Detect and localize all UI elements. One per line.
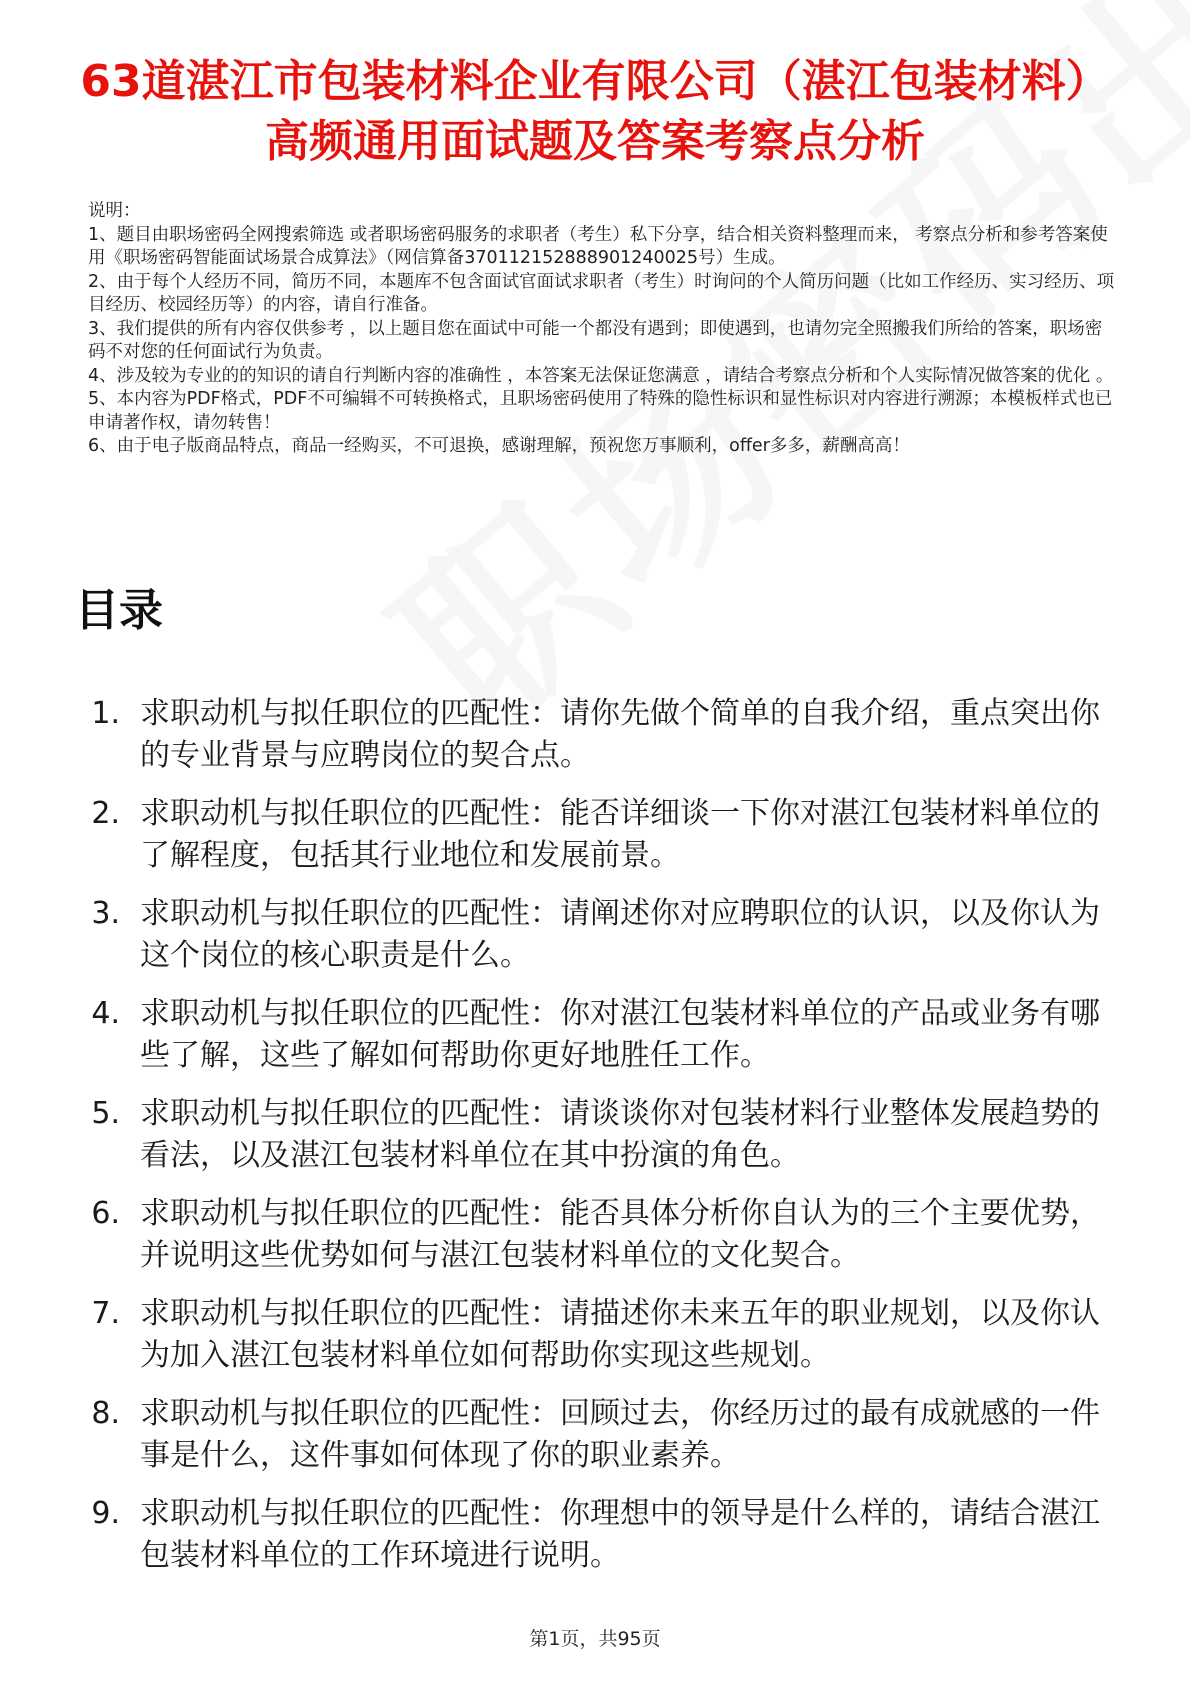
toc-item[interactable] xyxy=(75,1193,1125,1277)
toc-item[interactable] xyxy=(75,693,1125,777)
toc-item-text: 求职动机与拟任职位的匹配性：请描述你未来五年的职业规划，以及你认为加入湛江包装材料单位如何帮助你实现这些规划。 xyxy=(140,1296,1100,1373)
toc-item-number: 4. xyxy=(91,996,120,1031)
note-item: 1、题目由职场密码全网搜索筛选 或者职场密码服务的求职者（考生）私下分享，结合相关资料整理而来， 考察点分析和参考答案使用《职场密码智能面试场景合成算法》（网信算备370112152888901240025号）生成。 xyxy=(88,224,1108,268)
toc-item-number: 9. xyxy=(91,1496,120,1531)
toc-item[interactable] xyxy=(75,893,1125,977)
note-item: 5、本内容为PDF格式，PDF不可编辑不可转换格式，且职场密码使用了特殊的隐性标识和显性标识对内容进行溯源；本模板样式也已申请著作权，请勿转售！ xyxy=(88,389,1113,433)
toc-item-number: 5. xyxy=(91,1096,120,1131)
toc-heading: 目录 xyxy=(75,585,163,636)
toc-item-text: 求职动机与拟任职位的匹配性：你理想中的领导是什么样的，请结合湛江包装材料单位的工作环境进行说明。 xyxy=(140,1496,1100,1573)
toc-item-text: 求职动机与拟任职位的匹配性：回顾过去，你经历过的最有成就感的一件事是什么，这件事如何体现了你的职业素养。 xyxy=(140,1396,1100,1473)
toc-item-number: 2. xyxy=(91,796,120,831)
page-number-footer: 第1页，共95页 xyxy=(529,1628,661,1650)
toc-item[interactable] xyxy=(75,1293,1125,1377)
toc-item-text: 求职动机与拟任职位的匹配性：能否具体分析你自认为的三个主要优势，并说明这些优势如何与湛江包装材料单位的文化契合。 xyxy=(140,1196,1100,1273)
toc-item-text: 求职动机与拟任职位的匹配性：你对湛江包装材料单位的产品或业务有哪些了解，这些了解如何帮助你更好地胜任工作。 xyxy=(140,996,1100,1073)
toc-list xyxy=(75,693,1125,1593)
toc-item-text: 求职动机与拟任职位的匹配性：能否详细谈一下你对湛江包装材料单位的了解程度，包括其行业地位和发展前景。 xyxy=(140,796,1100,873)
toc-item-text: 求职动机与拟任职位的匹配性：请你先做个简单的自我介绍，重点突出你的专业背景与应聘岗位的契合点。 xyxy=(140,696,1100,773)
toc-item[interactable] xyxy=(75,1093,1125,1177)
note-item: 6、由于电子版商品特点，商品一经购买，不可退换，感谢理解，预祝您万事顺利，offer多多，薪酬高高！ xyxy=(88,436,910,456)
notes-heading: 说明： xyxy=(88,201,141,221)
toc-item-number: 3. xyxy=(91,896,120,931)
toc-item[interactable] xyxy=(75,993,1125,1077)
document-title: 63道湛江市包装材料企业有限公司（湛江包装材料）高频通用面试题及答案考察点分析 xyxy=(80,56,1110,167)
toc-item-number: 8. xyxy=(91,1396,120,1431)
note-item: 2、由于每个人经历不同，简历不同，本题库不包含面试官面试求职者（考生）时询问的个人简历问题（比如工作经历、实习经历、项目经历、校园经历等）的内容，请自行准备。 xyxy=(88,271,1115,315)
toc-item[interactable] xyxy=(75,793,1125,877)
notes-section xyxy=(88,200,1118,459)
note-item: 4、涉及较为专业的的知识的请自行判断内容的准确性 ，本答案无法保证您满意 ，请结合考察点分析和个人实际情况做答案的优化 。 xyxy=(88,365,1114,386)
toc-item[interactable] xyxy=(75,1393,1125,1477)
note-item: 3、我们提供的所有内容仅供参考 ，以上题目您在面试中可能一个都没有遇到；即使遇到，也请勿完全照搬我们所给的答案，职场密码不对您的任何面试行为负责。 xyxy=(88,318,1103,362)
toc-item-number: 6. xyxy=(91,1196,120,1231)
toc-item-number: 1. xyxy=(91,696,120,731)
toc-item[interactable] xyxy=(75,1493,1125,1577)
toc-item-text: 求职动机与拟任职位的匹配性：请阐述你对应聘职位的认识，以及你认为这个岗位的核心职责是什么。 xyxy=(140,896,1100,973)
toc-item-number: 7. xyxy=(91,1296,120,1331)
toc-item-text: 求职动机与拟任职位的匹配性：请谈谈你对包装材料行业整体发展趋势的看法，以及湛江包装材料单位在其中扮演的角色。 xyxy=(140,1096,1100,1173)
